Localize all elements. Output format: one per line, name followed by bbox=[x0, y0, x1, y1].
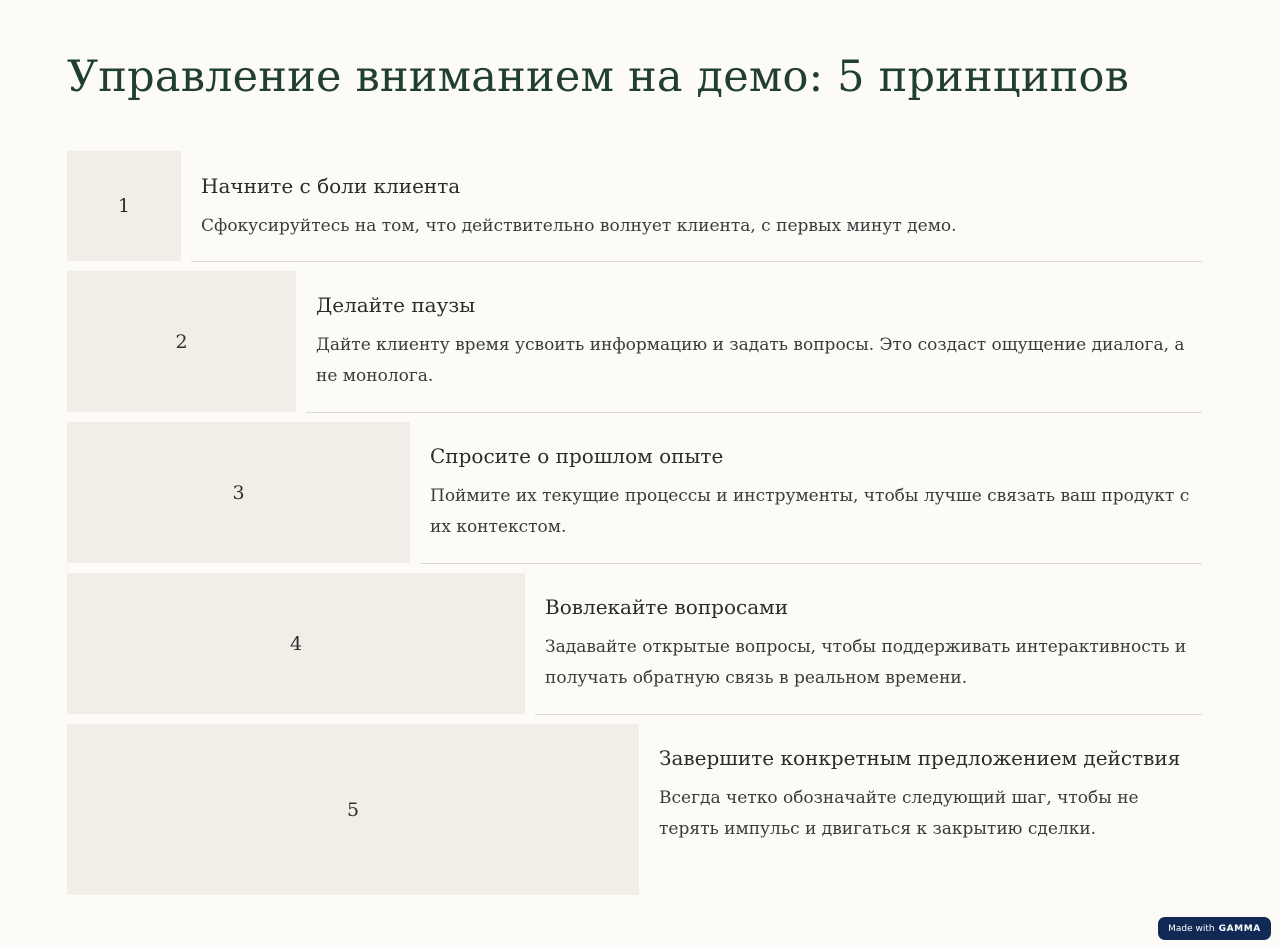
step-content bbox=[201, 171, 1202, 242]
gamma-logo: GAMMA bbox=[1218, 923, 1261, 934]
step-number-box bbox=[67, 151, 181, 261]
step-number: 5 bbox=[346, 798, 360, 821]
step-divider bbox=[306, 412, 1202, 413]
step-heading: Спросите о прошлом опыте bbox=[430, 444, 724, 468]
step-divider bbox=[191, 261, 1202, 262]
step-number-box bbox=[67, 573, 525, 714]
step-description: Поймите их текущие процессы и инструменты, чтобы лучше связать ваш продукт с их контекстом. bbox=[430, 486, 1190, 537]
step-content bbox=[545, 592, 1202, 694]
step-number: 4 bbox=[289, 632, 303, 655]
step-heading: Завершите конкретным предложением действия bbox=[659, 746, 1181, 770]
step-content bbox=[430, 441, 1202, 543]
page-title: Управление вниманием на демо: 5 принципов bbox=[67, 52, 1129, 102]
step-number-box bbox=[67, 422, 410, 563]
step-content bbox=[659, 743, 1202, 845]
step-description: Сфокусируйтесь на том, что действительно волнует клиента, с первых минут демо. bbox=[201, 216, 957, 236]
step-number-box bbox=[67, 271, 296, 412]
step-heading: Начните с боли клиента bbox=[201, 174, 461, 198]
step-divider bbox=[420, 563, 1202, 564]
step-content bbox=[316, 290, 1202, 392]
step-heading: Вовлекайте вопросами bbox=[545, 595, 789, 619]
step-description: Задавайте открытые вопросы, чтобы поддерживать интерактивность и получать обратную связь в реальном времени. bbox=[545, 637, 1187, 688]
step-description: Всегда четко обозначайте следующий шаг, чтобы не терять импульс и двигаться к закрытию сделки. bbox=[659, 788, 1139, 839]
step-heading: Делайте паузы bbox=[316, 293, 476, 317]
badge-prefix: Made with bbox=[1168, 923, 1215, 934]
step-number: 1 bbox=[117, 195, 131, 217]
step-description: Дайте клиенту время усвоить информацию и задать вопросы. Это создаст ощущение диалога, а не монолога. bbox=[316, 335, 1185, 386]
step-divider bbox=[535, 714, 1202, 715]
made-with-gamma-badge[interactable] bbox=[1158, 917, 1271, 940]
step-number: 2 bbox=[175, 330, 188, 353]
step-number-box bbox=[67, 724, 639, 895]
step-number: 3 bbox=[232, 481, 245, 504]
